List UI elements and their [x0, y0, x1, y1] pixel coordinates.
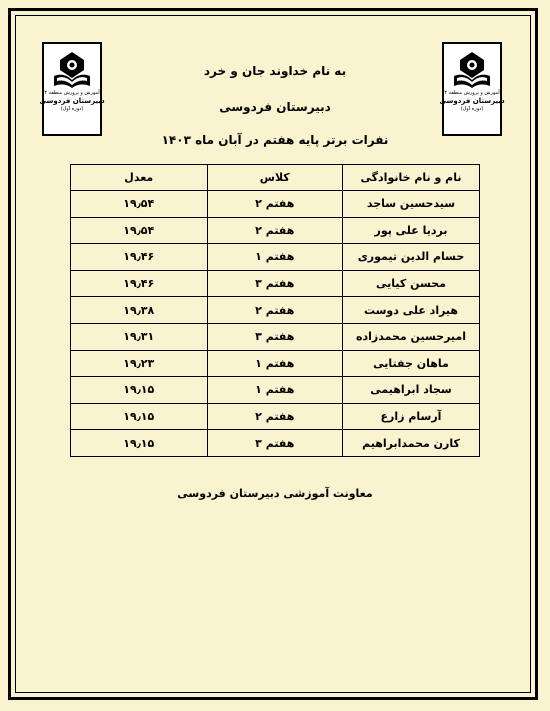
invocation-heading: به نام خداوند جان و خرد	[203, 64, 347, 78]
student-class: هفتم ۳	[207, 323, 342, 350]
student-name: محسن کیایی	[343, 270, 480, 297]
student-class: هفتم ۲	[207, 217, 342, 244]
table-row	[71, 191, 480, 218]
logo-school-name: دبیرستان فردوسی	[439, 97, 505, 105]
student-average: ۱۹٫۱۵	[71, 403, 208, 430]
student-name: حسام الدین تیموری	[343, 244, 480, 271]
logo-period-text: (دوره اول)	[460, 106, 484, 112]
logo-school-name: دبیرستان فردوسی	[39, 97, 105, 105]
book-emblem-icon	[50, 50, 94, 90]
table-header-row	[71, 165, 480, 191]
student-name: ماهان جفتایی	[343, 350, 480, 377]
table-row	[71, 323, 480, 350]
student-average: ۱۹٫۳۱	[71, 323, 208, 350]
table-row	[71, 350, 480, 377]
table-row	[71, 270, 480, 297]
book-emblem-icon	[450, 50, 494, 90]
student-class: هفتم ۱	[207, 244, 342, 271]
student-average: ۱۹٫۱۵	[71, 430, 208, 457]
student-class: هفتم ۲	[207, 297, 342, 324]
student-name: سیدحسین ساجد	[343, 191, 480, 218]
student-average: ۱۹٫۳۸	[71, 297, 208, 324]
student-class: هفتم ۱	[207, 377, 342, 404]
student-class: هفتم ۲	[207, 191, 342, 218]
school-name-heading: دبیرستان فردوسی	[219, 100, 331, 114]
student-average: ۱۹٫۱۵	[71, 377, 208, 404]
student-average: ۱۹٫۴۶	[71, 270, 208, 297]
list-title: نفرات برتر پایه هفتم در آبان ماه ۱۴۰۳	[161, 133, 389, 147]
table-row	[71, 403, 480, 430]
column-header-name: نام و نام خانوادگی	[343, 165, 480, 191]
student-class: هفتم ۲	[207, 403, 342, 430]
student-name: امیرحسین محمدزاده	[343, 323, 480, 350]
column-header-class: کلاس	[207, 165, 342, 191]
student-name: کارن محمدابراهیم	[343, 430, 480, 457]
student-name: سجاد ابراهیمی	[343, 377, 480, 404]
table-row	[71, 217, 480, 244]
student-average: ۱۹٫۴۶	[71, 244, 208, 271]
student-average: ۱۹٫۲۳	[71, 350, 208, 377]
student-average: ۱۹٫۵۴	[71, 217, 208, 244]
table-row	[71, 244, 480, 271]
school-logo-right	[439, 42, 505, 136]
column-header-average: معدل	[71, 165, 208, 191]
logo-period-text: (دوره اول)	[60, 106, 84, 112]
student-class: هفتم ۳	[207, 270, 342, 297]
logo-region-text: آموزش و پرورش منطقه ۴	[44, 90, 100, 96]
student-name: آرسام زارع	[343, 403, 480, 430]
student-name: هیراد علی دوست	[343, 297, 480, 324]
school-logo-left	[39, 42, 105, 136]
student-name: بردیا علی پور	[343, 217, 480, 244]
table-row	[71, 430, 480, 457]
table-row	[71, 377, 480, 404]
signature-line: معاونت آموزشی دبیرستان فردوسی	[177, 487, 373, 500]
table-row	[71, 297, 480, 324]
student-class: هفتم ۱	[207, 350, 342, 377]
student-average: ۱۹٫۵۴	[71, 191, 208, 218]
top-students-table	[70, 164, 480, 457]
student-class: هفتم ۳	[207, 430, 342, 457]
logo-region-text: آموزش و پرورش منطقه ۴	[444, 90, 500, 96]
